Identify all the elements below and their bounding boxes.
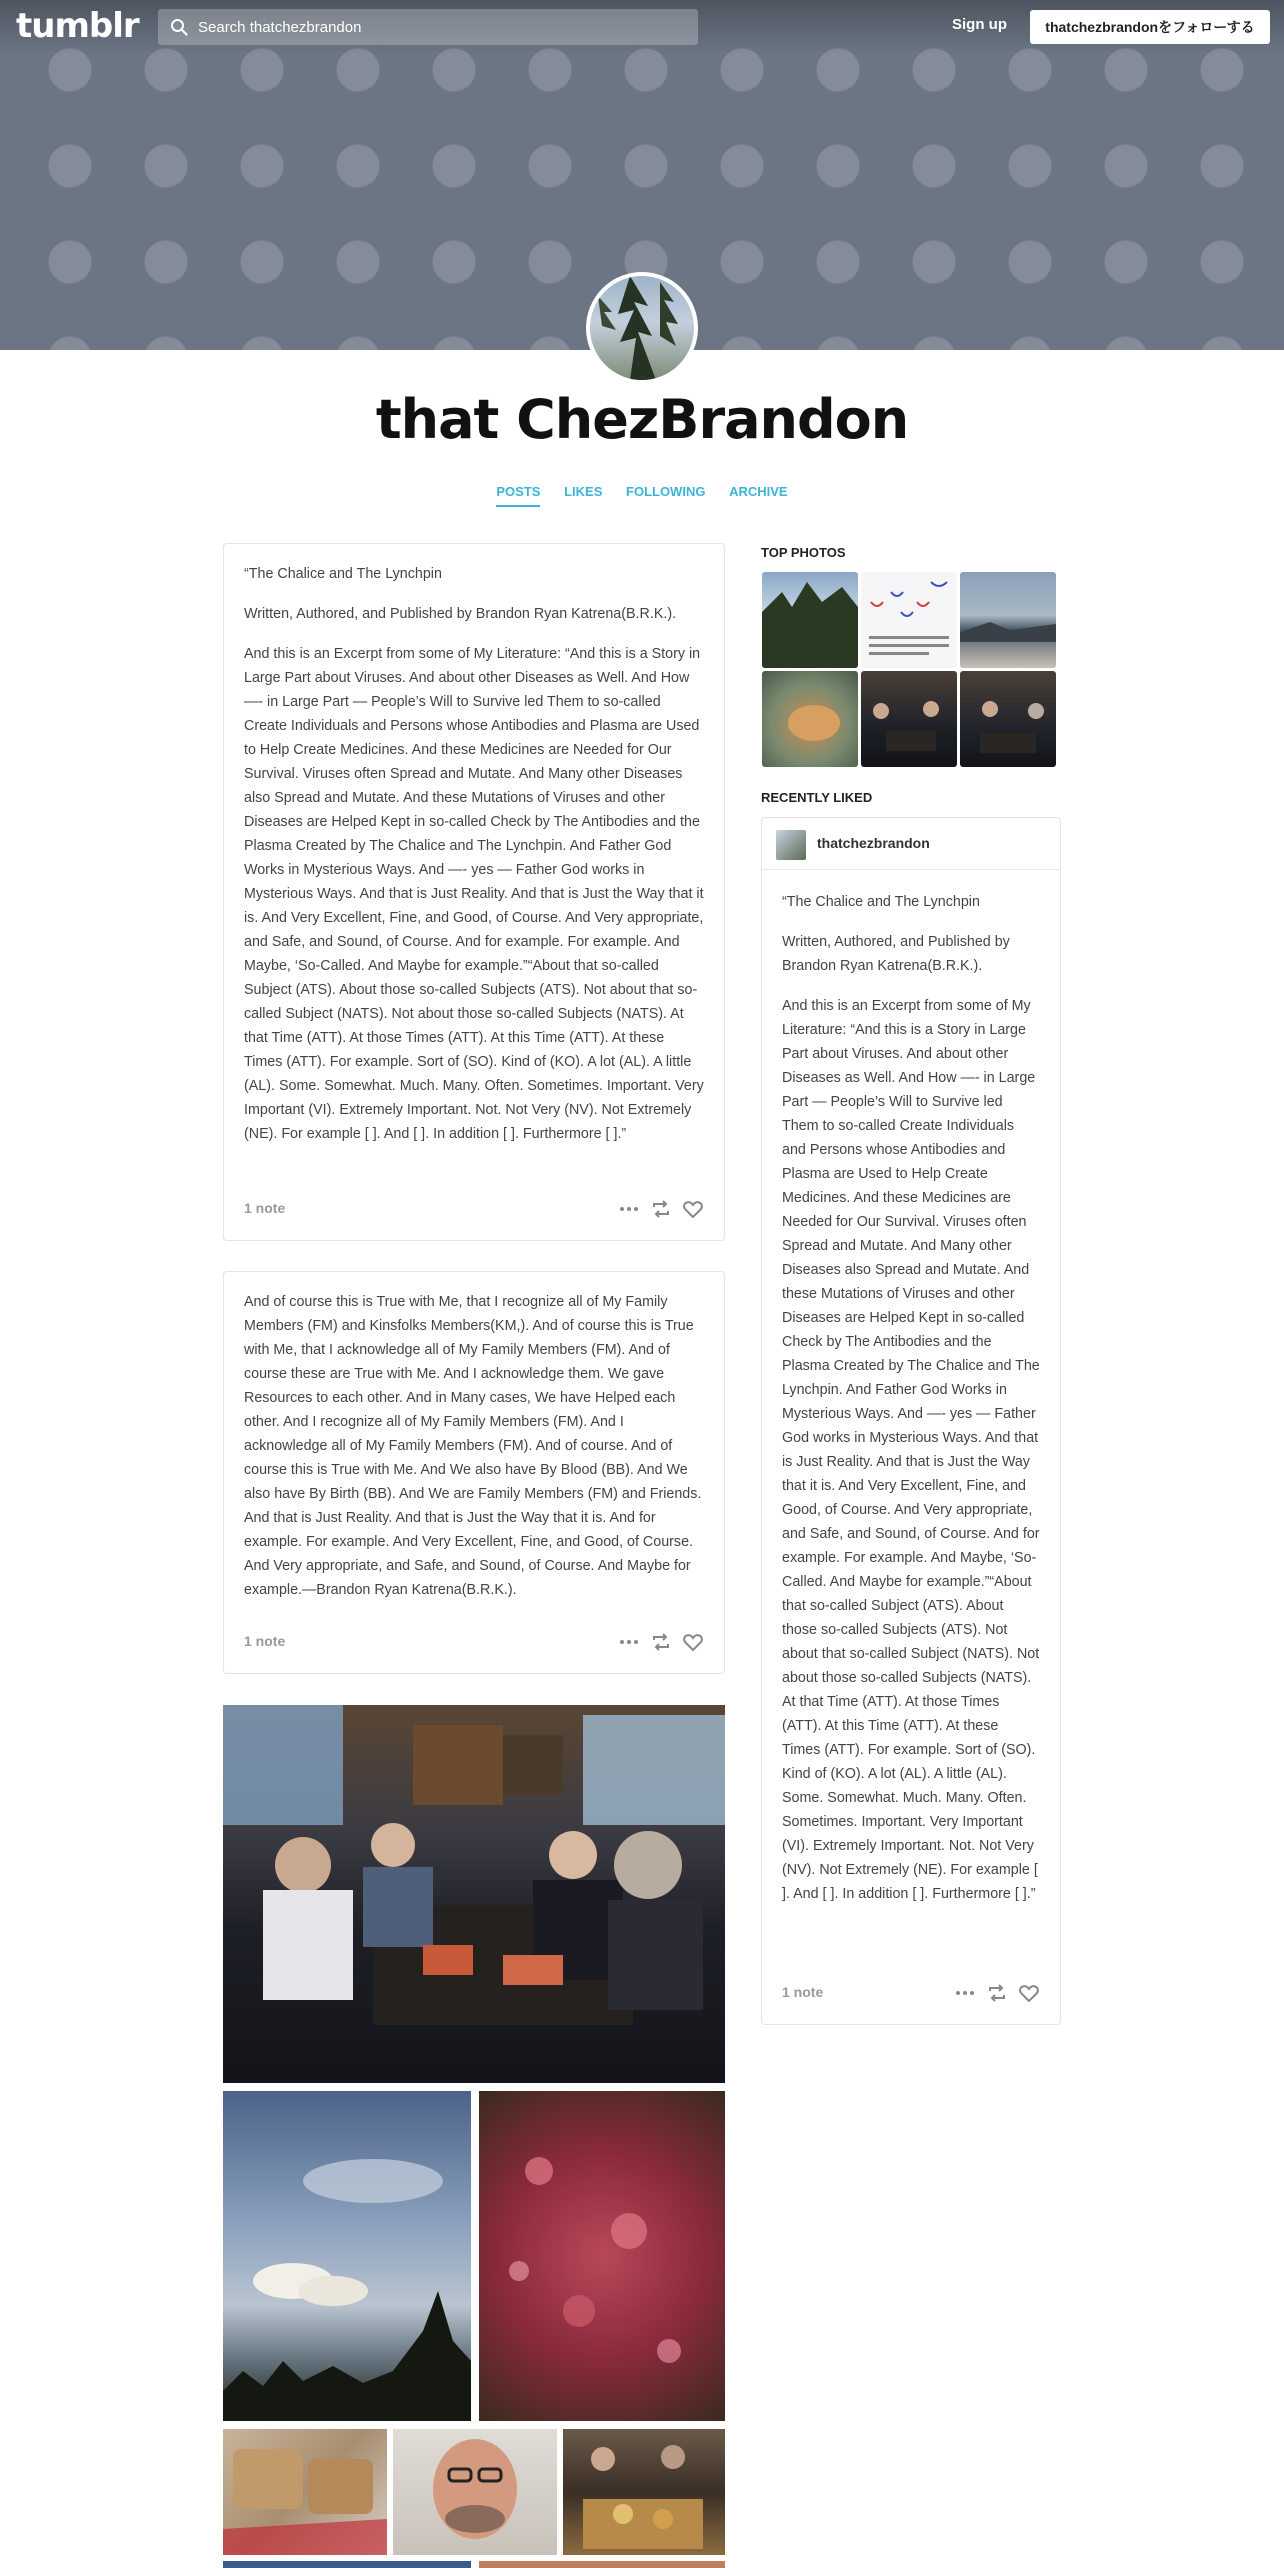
photo-partial[interactable]: [223, 2561, 471, 2568]
post-paragraph: And of course this is True with Me, that I recognize all of My Family Members (FM) and Kinsfolks Members(KM,). And of course this is True with Me, that I acknowledge all of My Family Members (FM). And of course these are True with Me. And I acknowledge them. We gave Resources to each other. And in Many cases, We have Helped each other. And I recognize all of My Family Members (FM). And I acknowledge all of My Family Members (FM). And of course. And of course this is True with Me. And We also have By Blood (BB). And We also have By Birth (BB). And We are Family Members (FM) and Friends. And that is Just Reality. And that is Just the Way that it is. And for example. For example. And Very Excellent, Fine, and Good, of Course. And Very appropriate, and Safe, and Sound, of Course. And Maybe for example.—Brandon Ryan Katrena(B.R.K.).: [244, 1294, 702, 1598]
post-paragraph: Written, Authored, and Published by Brandon Ryan Katrena(B.R.K.).: [244, 606, 677, 622]
notes-count[interactable]: 1 note: [244, 1200, 286, 1216]
photo-table-dinner[interactable]: [563, 2429, 725, 2555]
photo-sandwich[interactable]: [223, 2429, 387, 2555]
post-footer: [224, 1613, 724, 1675]
tumblr-logo[interactable]: tumblr: [16, 6, 139, 46]
notes-count[interactable]: 1 note: [244, 1633, 286, 1649]
tab-following[interactable]: FOLLOWING: [626, 484, 706, 499]
liked-post: [761, 817, 1061, 2025]
like-icon[interactable]: [682, 1198, 704, 1220]
tree-photo: [590, 276, 694, 380]
reblog-icon[interactable]: [650, 1631, 672, 1653]
post-paragraph: And this is an Excerpt from some of My Literature: “And this is a Story in Large Part about Viruses. And about other Diseases as Well. And How —- in Large Part — People’s Will to Survive led Them to so-called Create Individuals and Persons whose Antibodies and Plasma are Used to Help Create Medicines. And these Medicines are Needed for Our Survival. Viruses often Spread and Mutate. And Many other Diseases also Spread and Mutate. And these Mutations of Viruses and other Diseases are Helped Kept in so-called Check by The Antibodies and the Plasma Created by The Chalice and The Lynchpin. And Father God Works in Mysterious Ways. And —- yes — Father God works in Mysterious Ways. And that is Just Reality. And that is Just the Way that it is. And Very Excellent, Fine, and Good, of Course. And Very appropriate, and Safe, and Sound, of Course. And for example. For example. And Maybe, ‘So-Called. And Maybe for example.”“About that so-called Subject (ATS). About those so-called Subjects (ATS). Not about that so-called Subject (NATS). Not about those so-called Subjects (NATS). At that Time (ATT). At those Times (ATT). At this Time (ATT). At these Times (ATT). For example. Sort of (SO). Kind of (KO). A lot (AL). A little (AL). Some. Somewhat. Much. Many. Often. Sometimes. Important. Very Important (VI). Extremely Important. Not. Not Very (NV). Not Extremely (NE). For example [ ]. And [ ]. In addition [ ]. Furthermore [ ].”: [244, 646, 704, 1142]
search-input[interactable]: [198, 9, 688, 45]
more-icon[interactable]: [618, 1631, 640, 1653]
top-photo[interactable]: [861, 572, 957, 668]
post-paragraph: And this is an Excerpt from some of My Literature: “And this is a Story in Large Part about Viruses. And about other Diseases as Well. And How —- in Large Part — People’s Will to Survive led Them to so-called Create Individuals and Persons whose Antibodies and Plasma are Used to Help Create Medicines. And these Medicines are Needed for Our Survival. Viruses often Spread and Mutate. And Many other Diseases also Spread and Mutate. And these Mutations of Viruses and other Diseases are Helped Kept in so-called Check by The Antibodies and the Plasma Created by The Chalice and The Lynchpin. And Father God Works in Mysterious Ways. And —- yes — Father God works in Mysterious Ways. And that is Just Reality. And that is Just the Way that it is. And Very Excellent, Fine, and Good, of Course. And Very appropriate, and Safe, and Sound, of Course. And for example. For example. And Maybe, ‘So-Called. And Maybe for example.”“About that so-called Subject (ATS). About those so-called Subjects (ATS). Not about that so-called Subject (NATS). Not about those so-called Subjects (NATS). At that Time (ATT). At those Times (ATT). At this Time (ATT). At these Times (ATT). For example. Sort of (SO). Kind of (KO). A lot (AL). A little (AL). Some. Somewhat. Much. Many. Often. Sometimes. Important. Very Important (VI). Extremely Important. Not. Not Very (NV). Not Extremely (NE). For example [ ]. And [ ]. In addition [ ]. Furthermore [ ].”: [782, 998, 1040, 1902]
post-footer: [224, 1180, 724, 1242]
post-footer: [762, 1964, 1060, 2026]
top-bar: [0, 0, 1284, 54]
top-photo[interactable]: [762, 572, 858, 668]
liked-username[interactable]: thatchezbrandon: [817, 835, 930, 851]
like-icon[interactable]: [1018, 1982, 1040, 2004]
photo-partial[interactable]: [479, 2561, 725, 2568]
liked-post-header: [762, 818, 1060, 870]
blog-title: that ChezBrandon: [375, 388, 909, 451]
more-icon[interactable]: [954, 1982, 976, 2004]
recently-liked-heading: RECENTLY LIKED: [761, 790, 873, 805]
photo-man-selfie[interactable]: [393, 2429, 557, 2555]
search-box[interactable]: [158, 9, 698, 45]
top-photo[interactable]: [762, 671, 858, 767]
top-photos-heading: TOP PHOTOS: [761, 545, 846, 560]
photo-set-post: [223, 1705, 725, 2568]
tab-likes[interactable]: LIKES: [564, 484, 603, 499]
blog-nav: [0, 484, 1284, 507]
post-paragraph: Written, Authored, and Published by Brandon Ryan Katrena(B.R.K.).: [782, 934, 1010, 974]
reblog-icon[interactable]: [986, 1982, 1008, 2004]
search-icon: [170, 18, 188, 36]
top-photo[interactable]: [960, 671, 1056, 767]
reblog-icon[interactable]: [650, 1198, 672, 1220]
tab-archive[interactable]: ARCHIVE: [729, 484, 788, 499]
tab-posts[interactable]: POSTS: [496, 484, 540, 507]
text-post: [223, 543, 725, 1241]
post-paragraph: “The Chalice and The Lynchpin: [782, 894, 980, 910]
top-photo[interactable]: [960, 572, 1056, 668]
follow-button[interactable]: thatchezbrandonをフォローする: [1030, 10, 1270, 44]
liked-user-avatar[interactable]: [776, 830, 806, 860]
photo-restaurant-group[interactable]: [223, 1705, 725, 2083]
post-paragraph: “The Chalice and The Lynchpin: [244, 566, 442, 582]
text-post: [223, 1271, 725, 1674]
top-photo[interactable]: [861, 671, 957, 767]
photo-pizza[interactable]: [479, 2091, 725, 2421]
like-icon[interactable]: [682, 1631, 704, 1653]
photo-sky-clouds[interactable]: [223, 2091, 471, 2421]
notes-count[interactable]: 1 note: [782, 1984, 824, 2000]
blog-avatar[interactable]: [586, 272, 698, 384]
more-icon[interactable]: [618, 1198, 640, 1220]
sign-up-link[interactable]: Sign up: [952, 16, 1007, 33]
